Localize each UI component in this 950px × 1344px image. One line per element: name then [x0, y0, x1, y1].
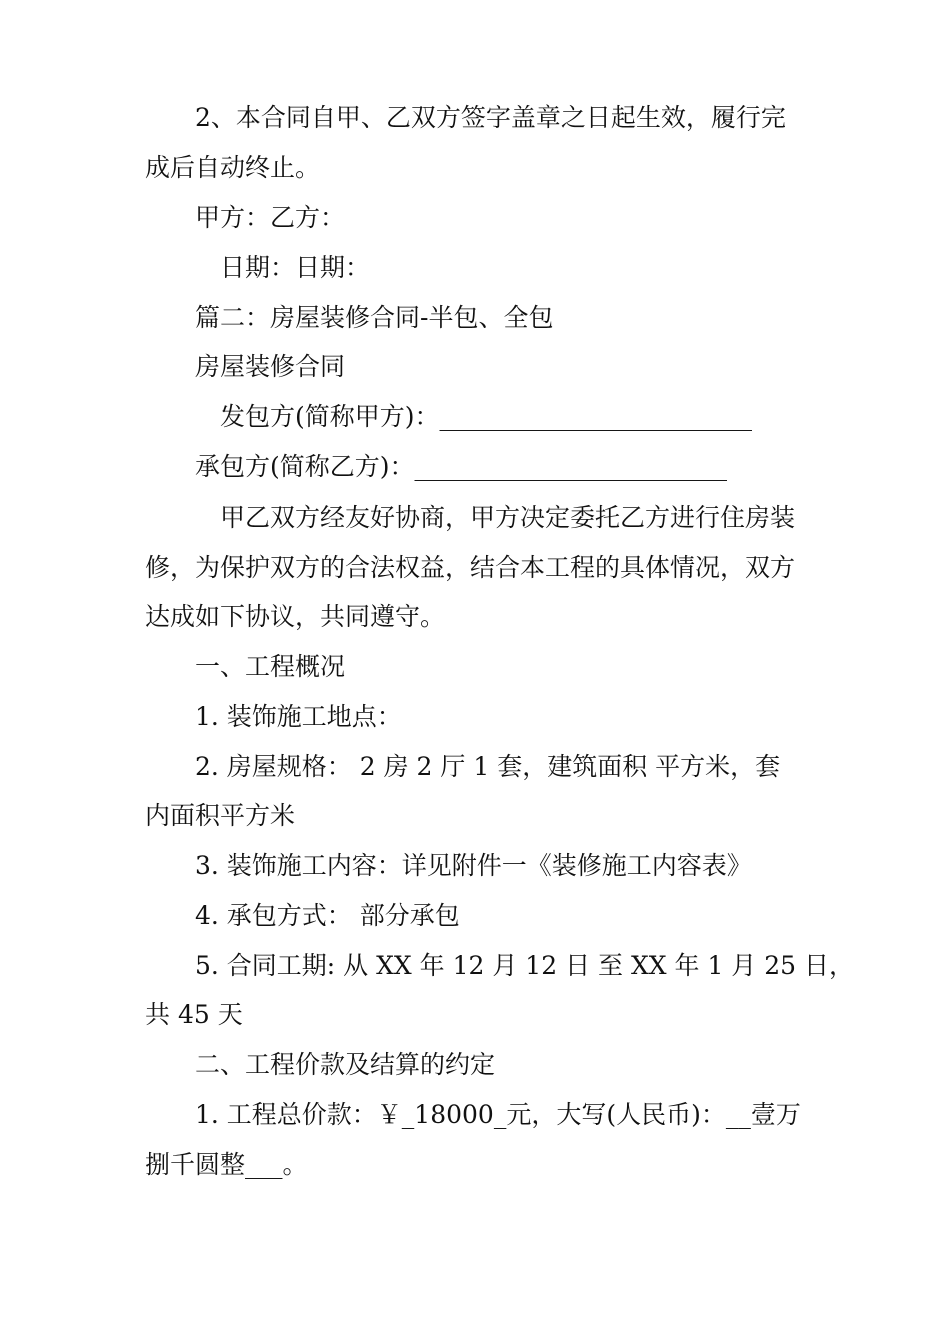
preamble-line-2: 修，为保护双方的合法权益，结合本工程的具体情况，双方 — [145, 553, 796, 582]
section-1-heading: 一、工程概况 — [195, 652, 346, 681]
signature-parties: 甲方：乙方： — [195, 203, 346, 232]
signature-dates: 日期：日期： — [220, 253, 371, 282]
preamble-line-1: 甲乙双方经友好协商，甲方决定委托乙方进行住房装 — [220, 503, 796, 532]
item-4-contract-method: 4. 承包方式： 部分承包 — [195, 901, 460, 930]
contract-title: 房屋装修合同 — [195, 352, 346, 381]
item-5-duration-line-1: 5. 合同工期: 从 XX 年 12 月 12 日 至 XX 年 1 月 25 日， — [195, 951, 855, 980]
item-5-duration-line-2: 共 45 天 — [145, 1000, 243, 1029]
item-1-location: 1. 装饰施工地点： — [195, 702, 402, 731]
party-a-line: 发包方(简称甲方)：_________________________ — [220, 402, 753, 431]
item-2-spec-line-1: 2. 房屋规格： 2 房 2 厅 1 套，建筑面积 平方米，套 — [195, 752, 781, 781]
item-2-spec-line-2: 内面积平方米 — [145, 801, 296, 830]
price-line-1: 1. 工程总价款：￥_18000_元，大写(人民币)：__壹万 — [195, 1100, 801, 1129]
section-heading: 篇二：房屋装修合同-半包、全包 — [195, 303, 554, 332]
price-line-2: 捌千圆整___。 — [145, 1150, 308, 1179]
clause-2-line-1: 2、本合同自甲、乙双方签字盖章之日起生效，履行完 — [195, 103, 786, 132]
clause-2-line-2: 成后自动终止。 — [145, 153, 321, 182]
preamble-line-3: 达成如下协议，共同遵守。 — [145, 602, 446, 631]
party-b-line: 承包方(简称乙方)：_________________________ — [195, 452, 728, 481]
section-2-heading: 二、工程价款及结算的约定 — [195, 1050, 496, 1079]
item-3-content: 3. 装饰施工内容：详见附件一《装修施工内容表》 — [195, 851, 752, 880]
